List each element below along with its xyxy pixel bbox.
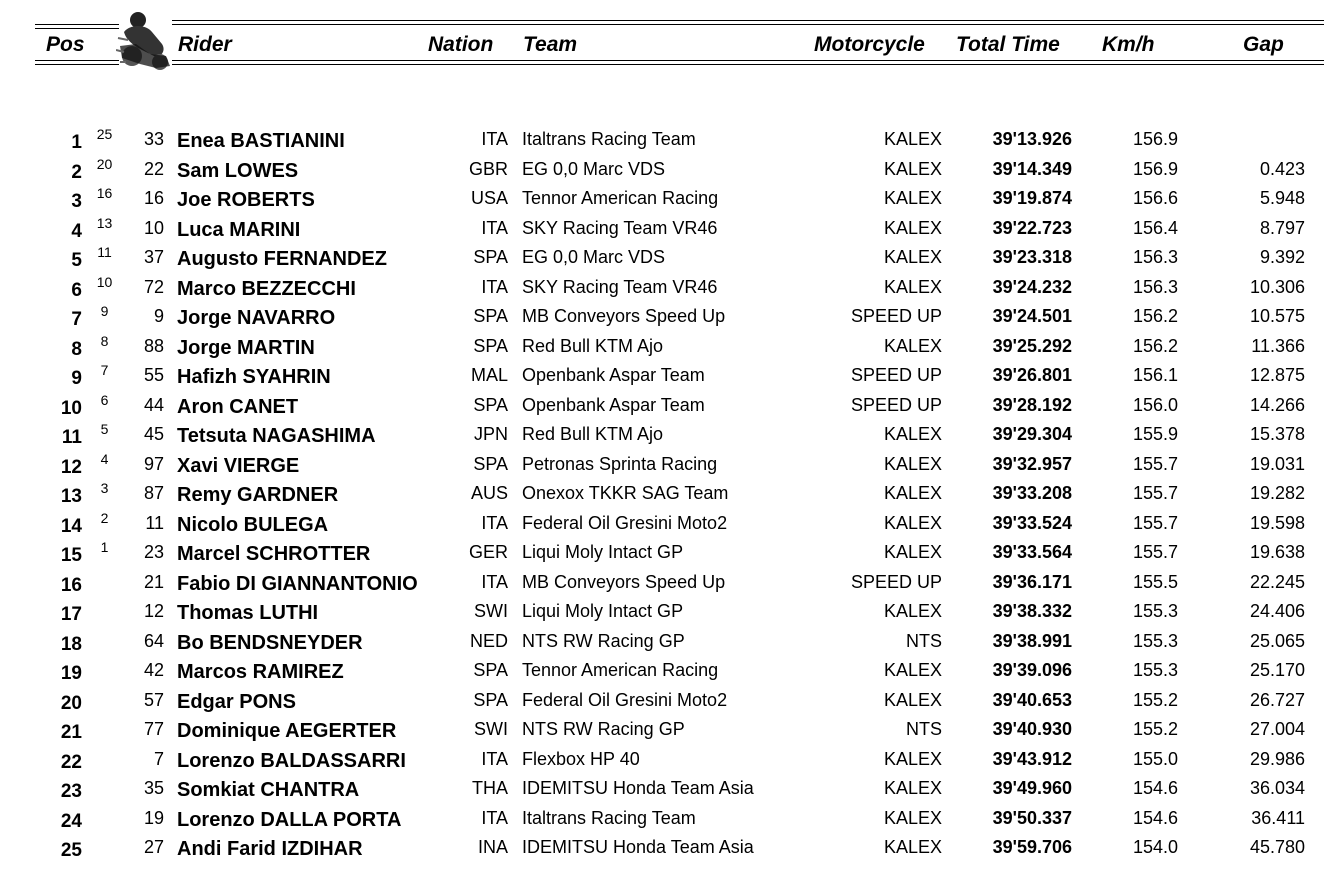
gap: 10.575 <box>1249 306 1305 326</box>
total-time: 39'36.171 <box>992 571 1072 592</box>
team-name: SKY Racing Team VR46 <box>522 276 718 297</box>
nation: THA <box>472 778 508 798</box>
gap: 15.378 <box>1249 424 1305 444</box>
rider-name: Dominique AEGERTER <box>177 720 397 742</box>
table-row <box>0 215 1344 245</box>
position: 24 <box>60 810 82 832</box>
table-row <box>0 805 1344 835</box>
gap: 10.306 <box>1249 276 1305 297</box>
rider-number: 11 <box>145 512 164 533</box>
rider-name: Bo BENDSNEYDER <box>177 631 363 654</box>
motorcycle: KALEX <box>883 601 942 621</box>
rider-name: Lorenzo BALDASSARRI <box>177 749 406 772</box>
nation: ITA <box>481 748 508 769</box>
total-time: 39'38.332 <box>992 601 1072 621</box>
table-row <box>0 333 1344 363</box>
header-rider: Rider <box>178 33 232 56</box>
position: 10 <box>60 397 82 419</box>
rider-number: 23 <box>143 542 164 562</box>
rider-number: 9 <box>153 306 164 326</box>
team-name: Tennor American Racing <box>522 188 719 208</box>
team-name: MB Conveyors Speed Up <box>522 306 726 326</box>
gap: 19.282 <box>1249 483 1305 503</box>
speed-kmh: 155.2 <box>1132 719 1178 739</box>
motorcycle: KALEX <box>883 837 942 857</box>
motorcycle: KALEX <box>883 276 942 297</box>
table-row <box>0 156 1344 186</box>
position: 3 <box>71 191 82 212</box>
total-time: 39'22.723 <box>992 217 1072 238</box>
position: 5 <box>71 250 82 271</box>
rider-name: Thomas LUTHI <box>177 602 319 624</box>
position: 16 <box>60 574 82 596</box>
points: 7 <box>100 362 109 378</box>
position: 4 <box>71 220 82 242</box>
table-row <box>0 185 1344 215</box>
position: 17 <box>60 604 82 625</box>
total-time: 39'23.318 <box>992 247 1072 267</box>
nation: SPA <box>473 247 508 267</box>
motorcycle: SPEED UP <box>850 365 942 385</box>
speed-kmh: 156.9 <box>1132 158 1178 179</box>
speed-kmh: 155.2 <box>1132 689 1178 710</box>
team-name: Federal Oil Gresini Moto2 <box>522 689 728 710</box>
team-name: NTS RW Racing GP <box>522 719 685 739</box>
total-time: 39'24.232 <box>992 276 1072 297</box>
table-row <box>0 746 1344 776</box>
position: 20 <box>60 692 82 714</box>
speed-kmh: 155.7 <box>1132 453 1178 474</box>
total-time: 39'32.957 <box>992 453 1072 474</box>
speed-kmh: 156.3 <box>1132 247 1178 267</box>
rider-number: 22 <box>143 158 164 179</box>
nation: USA <box>470 188 508 208</box>
motorcycle: KALEX <box>883 217 942 238</box>
rider-number: 16 <box>143 188 164 208</box>
motorcycle: KALEX <box>883 660 942 680</box>
total-time: 39'43.912 <box>992 748 1072 769</box>
table-row <box>0 716 1344 746</box>
gap: 5.948 <box>1259 188 1305 208</box>
motorcycle: KALEX <box>883 512 942 533</box>
total-time: 39'33.208 <box>992 483 1072 503</box>
gap: 0.423 <box>1259 158 1305 179</box>
speed-kmh: 156.4 <box>1132 217 1178 238</box>
table-row <box>0 451 1344 481</box>
total-time: 39'26.801 <box>992 365 1072 385</box>
gap: 8.797 <box>1259 217 1305 238</box>
team-name: EG 0,0 Marc VDS <box>522 158 666 179</box>
gap: 19.638 <box>1249 542 1305 562</box>
total-time: 39'40.653 <box>992 689 1072 710</box>
motorcycle: KALEX <box>883 247 942 267</box>
nation: ITA <box>481 512 508 533</box>
header-nation: Nation <box>428 33 494 56</box>
points: 20 <box>96 155 113 172</box>
nation: SPA <box>473 335 508 356</box>
total-time: 39'19.874 <box>992 188 1072 208</box>
motorcycle: KALEX <box>883 453 942 474</box>
header-rule-bottom-left-2 <box>35 64 119 65</box>
speed-kmh: 155.7 <box>1132 512 1178 533</box>
motorcycle: KALEX <box>883 129 942 149</box>
motorcycle: KALEX <box>883 158 942 179</box>
nation: SPA <box>473 660 508 680</box>
rider-name: Augusto FERNANDEZ <box>177 248 387 270</box>
team-name: Tennor American Racing <box>522 660 719 680</box>
team-name: EG 0,0 Marc VDS <box>522 247 666 267</box>
speed-kmh: 155.3 <box>1132 660 1178 680</box>
nation: SPA <box>473 306 508 326</box>
rider-number: 87 <box>143 483 164 503</box>
rider-name: Marcos RAMIREZ <box>177 661 344 683</box>
speed-kmh: 156.2 <box>1132 306 1178 326</box>
nation: AUS <box>470 483 508 503</box>
position: 21 <box>60 722 82 743</box>
total-time: 39'29.304 <box>992 424 1072 444</box>
header-gap: Gap <box>1243 33 1284 56</box>
motorcycle: KALEX <box>883 483 942 503</box>
position: 6 <box>71 279 82 301</box>
position: 23 <box>60 781 82 802</box>
team-name: Flexbox HP 40 <box>522 748 640 769</box>
table-row <box>0 687 1344 717</box>
rider-name: Joe ROBERTS <box>177 189 315 211</box>
total-time: 39'49.960 <box>992 778 1072 798</box>
rider-name: Xavi VIERGE <box>177 454 300 477</box>
header-rule-bottom-left <box>35 60 119 61</box>
motorcycle: KALEX <box>883 807 942 828</box>
header-rule-top-left-2 <box>35 28 119 29</box>
header-kmh: Km/h <box>1102 33 1155 56</box>
points: 3 <box>100 480 109 496</box>
speed-kmh: 155.5 <box>1132 571 1178 592</box>
motorcycle: NTS <box>906 630 942 651</box>
motorcycle: NTS <box>906 719 942 739</box>
position: 22 <box>60 751 82 773</box>
table-row <box>0 657 1344 687</box>
team-name: Federal Oil Gresini Moto2 <box>522 512 728 533</box>
total-time: 39'33.564 <box>992 542 1072 562</box>
team-name: Liqui Moly Intact GP <box>522 601 684 621</box>
points: 6 <box>100 391 109 408</box>
nation: ITA <box>481 807 508 828</box>
rider-name: Sam LOWES <box>177 159 299 182</box>
rider-number: 97 <box>143 453 164 474</box>
rider-number: 35 <box>143 778 164 798</box>
points: 1 <box>100 539 109 555</box>
rider-name: Jorge NAVARRO <box>177 307 336 329</box>
motorcycle: KALEX <box>883 188 942 208</box>
rider-number: 27 <box>143 837 164 857</box>
table-row <box>0 392 1344 422</box>
points: 5 <box>100 421 109 437</box>
position: 19 <box>60 663 82 684</box>
team-name: IDEMITSU Honda Team Asia <box>522 778 754 798</box>
speed-kmh: 155.0 <box>1132 748 1178 769</box>
nation: ITA <box>481 571 508 592</box>
table-row <box>0 539 1344 569</box>
rider-name: Nicolo BULEGA <box>177 513 329 536</box>
position: 12 <box>60 456 82 478</box>
speed-kmh: 155.3 <box>1132 601 1178 621</box>
points: 16 <box>96 185 113 201</box>
gap: 27.004 <box>1249 719 1305 739</box>
team-name: Onexox TKKR SAG Team <box>522 483 729 503</box>
nation: SWI <box>474 601 508 621</box>
nation: MAL <box>470 365 508 385</box>
header-motorcycle: Motorcycle <box>814 33 925 56</box>
speed-kmh: 156.1 <box>1132 365 1178 385</box>
points: 9 <box>100 303 109 319</box>
gap: 24.406 <box>1249 601 1305 621</box>
header-rule-top-left <box>35 24 119 25</box>
gap: 29.986 <box>1249 748 1305 769</box>
nation: SPA <box>473 689 508 710</box>
nation: SPA <box>473 453 508 474</box>
total-time: 39'13.926 <box>992 129 1072 149</box>
gap: 12.875 <box>1249 365 1305 385</box>
rider-number: 12 <box>143 601 164 621</box>
total-time: 39'40.930 <box>992 719 1072 739</box>
speed-kmh: 156.0 <box>1132 394 1178 415</box>
team-name: Openbank Aspar Team <box>522 394 705 415</box>
speed-kmh: 155.7 <box>1132 542 1178 562</box>
total-time: 39'59.706 <box>992 837 1072 857</box>
nation: INA <box>477 837 508 857</box>
motorcycle: KALEX <box>883 748 942 769</box>
rider-name: Enea BASTIANINI <box>177 130 345 152</box>
speed-kmh: 156.2 <box>1132 335 1178 356</box>
rider-name: Remy GARDNER <box>177 484 339 506</box>
team-name: IDEMITSU Honda Team Asia <box>522 837 754 857</box>
table-row <box>0 510 1344 540</box>
table-row <box>0 598 1344 628</box>
team-name: Liqui Moly Intact GP <box>522 542 684 562</box>
motorcycle: KALEX <box>883 778 942 798</box>
points: 25 <box>96 126 113 142</box>
gap: 26.727 <box>1249 689 1305 710</box>
rider-number: 44 <box>143 394 164 415</box>
motorcycle: SPEED UP <box>850 306 942 326</box>
rider-number: 72 <box>143 276 164 297</box>
speed-kmh: 155.9 <box>1132 424 1178 444</box>
table-row <box>0 362 1344 392</box>
total-time: 39'24.501 <box>992 306 1072 326</box>
gap: 19.598 <box>1249 512 1305 533</box>
total-time: 39'39.096 <box>992 660 1072 680</box>
rider-number: 7 <box>153 748 164 769</box>
rider-name: Marco BEZZECCHI <box>177 277 356 300</box>
team-name: Italtrans Racing Team <box>522 807 696 828</box>
position: 25 <box>60 840 82 861</box>
position: 9 <box>71 368 82 389</box>
rider-name: Andi Farid IZDIHAR <box>177 838 363 860</box>
total-time: 39'25.292 <box>992 335 1072 356</box>
speed-kmh: 156.6 <box>1132 188 1178 208</box>
nation: NED <box>469 630 508 651</box>
position: 7 <box>71 309 82 330</box>
gap: 19.031 <box>1249 453 1305 474</box>
team-name: MB Conveyors Speed Up <box>522 571 726 592</box>
rider-number: 19 <box>143 807 164 828</box>
motorcycle: KALEX <box>883 335 942 356</box>
rider-number: 10 <box>143 217 164 238</box>
speed-kmh: 156.9 <box>1132 129 1178 149</box>
motorcycle: KALEX <box>883 689 942 710</box>
total-time: 39'38.991 <box>992 630 1072 651</box>
table-row <box>0 126 1344 156</box>
table-row <box>0 775 1344 805</box>
gap: 25.170 <box>1249 660 1305 680</box>
header-total-time: Total Time <box>956 33 1060 56</box>
gap: 9.392 <box>1259 247 1305 267</box>
motorcycle: KALEX <box>883 424 942 444</box>
gap: 14.266 <box>1249 394 1305 415</box>
header-rule-top <box>172 20 1324 21</box>
speed-kmh: 155.7 <box>1132 483 1178 503</box>
nation: SPA <box>473 394 508 415</box>
header-rule-top-2 <box>172 24 1324 25</box>
header-rule-bottom-2 <box>172 64 1324 65</box>
team-name: Italtrans Racing Team <box>522 129 696 149</box>
rider-number: 55 <box>143 365 164 385</box>
speed-kmh: 154.6 <box>1132 807 1178 828</box>
team-name: Red Bull KTM Ajo <box>522 335 664 356</box>
table-row <box>0 628 1344 658</box>
team-name: NTS RW Racing GP <box>522 630 685 651</box>
table-row <box>0 480 1344 510</box>
total-time: 39'28.192 <box>992 394 1072 415</box>
table-row <box>0 244 1344 274</box>
gap: 36.034 <box>1249 778 1305 798</box>
nation: ITA <box>481 276 508 297</box>
header-team: Team <box>523 33 578 56</box>
gap: 45.780 <box>1249 837 1305 857</box>
points: 10 <box>96 273 113 290</box>
rider-number: 57 <box>143 689 164 710</box>
rider-name: Lorenzo DALLA PORTA <box>177 808 402 831</box>
team-name: Openbank Aspar Team <box>522 365 705 385</box>
table-row <box>0 274 1344 304</box>
points: 4 <box>100 450 109 467</box>
rider-number: 42 <box>143 660 164 680</box>
motorcycle: KALEX <box>883 542 942 562</box>
motorcycle: SPEED UP <box>850 571 942 592</box>
rider-name: Luca MARINI <box>177 218 301 241</box>
gap: 25.065 <box>1249 630 1305 651</box>
total-time: 39'50.337 <box>992 807 1072 828</box>
rider-name: Hafizh SYAHRIN <box>177 366 331 388</box>
points: 11 <box>97 244 112 260</box>
team-name: Petronas Sprinta Racing <box>522 453 718 474</box>
rider-number: 37 <box>143 247 164 267</box>
table-row <box>0 421 1344 451</box>
table-row <box>0 303 1344 333</box>
nation: SWI <box>474 719 508 739</box>
nation: JPN <box>473 424 508 444</box>
position: 8 <box>71 338 82 360</box>
nation: GBR <box>468 158 508 179</box>
header-pos: Pos <box>46 33 85 56</box>
results-table <box>0 126 1344 864</box>
rider-number: 45 <box>143 424 164 444</box>
position: 14 <box>60 515 82 537</box>
header-rule-bottom <box>172 60 1324 61</box>
position: 11 <box>61 427 82 448</box>
position: 13 <box>60 486 82 507</box>
points: 8 <box>100 332 109 349</box>
rider-name: Marcel SCHROTTER <box>177 543 371 565</box>
gap: 22.245 <box>1249 571 1305 592</box>
total-time: 39'33.524 <box>992 512 1072 533</box>
gap: 36.411 <box>1251 807 1305 828</box>
team-name: SKY Racing Team VR46 <box>522 217 718 238</box>
position: 1 <box>71 132 82 153</box>
motorcycle-rider-icon <box>116 10 174 72</box>
nation: GER <box>468 542 508 562</box>
points: 13 <box>96 214 113 231</box>
speed-kmh: 155.3 <box>1132 630 1178 651</box>
rider-name: Jorge MARTIN <box>177 336 315 359</box>
rider-number: 33 <box>143 129 164 149</box>
rider-name: Tetsuta NAGASHIMA <box>177 425 376 447</box>
position: 18 <box>60 633 82 655</box>
table-row <box>0 834 1344 864</box>
team-name: Red Bull KTM Ajo <box>522 424 664 444</box>
rider-number: 21 <box>143 571 164 592</box>
speed-kmh: 154.6 <box>1132 778 1178 798</box>
position: 15 <box>60 545 82 566</box>
rider-number: 77 <box>143 719 164 739</box>
rider-number: 88 <box>143 335 164 356</box>
table-row <box>0 569 1344 599</box>
rider-name: Fabio DI GIANNANTONIO <box>177 572 418 595</box>
nation: ITA <box>481 129 508 149</box>
rider-number: 64 <box>143 630 164 651</box>
speed-kmh: 154.0 <box>1132 837 1178 857</box>
rider-name: Aron CANET <box>177 395 299 418</box>
speed-kmh: 156.3 <box>1132 276 1178 297</box>
rider-name: Edgar PONS <box>177 690 296 713</box>
rider-name: Somkiat CHANTRA <box>177 779 360 801</box>
total-time: 39'14.349 <box>992 158 1072 179</box>
points: 2 <box>100 509 109 526</box>
motorcycle: SPEED UP <box>850 394 942 415</box>
position: 2 <box>71 161 82 183</box>
nation: ITA <box>481 217 508 238</box>
gap: 11.366 <box>1251 335 1305 356</box>
